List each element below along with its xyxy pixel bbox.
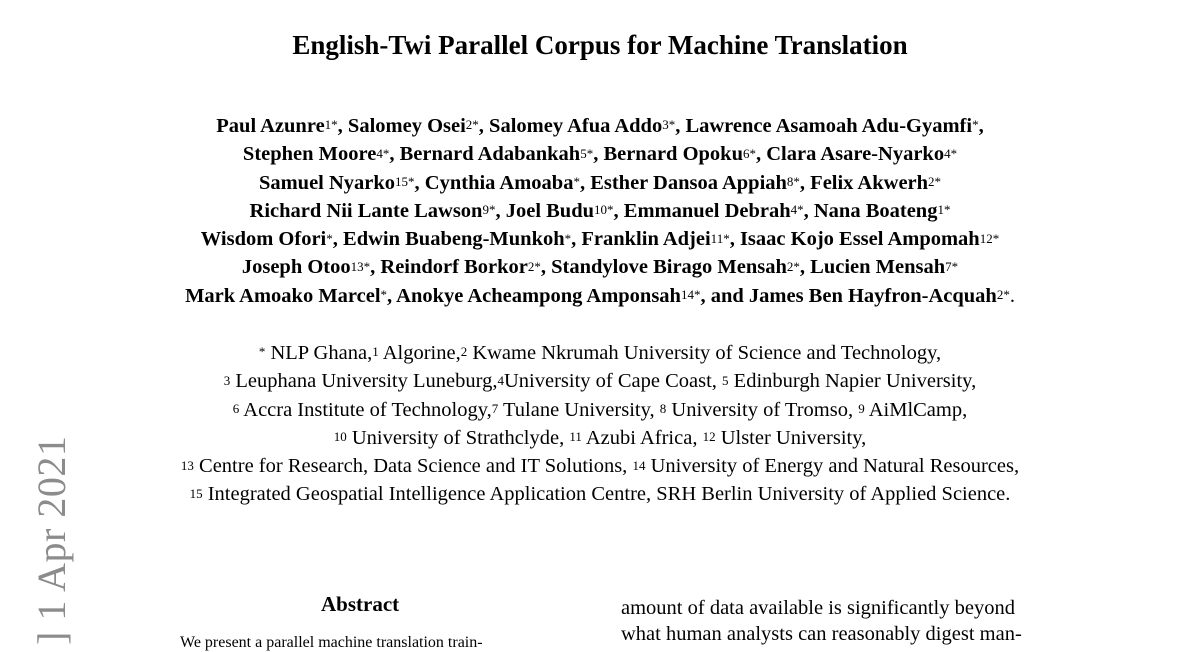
abstract-heading: Abstract	[321, 592, 400, 616]
affiliation-line: $^{13}$ Centre for Research, Data Science and IT Solutions, $^{14}$ University of Energy and Natural Resources,	[180, 455, 1020, 478]
affiliation-line: $^{15}$ Integrated Geospatial Intelligence Application Centre, SRH Berlin University of Applied Science.	[189, 483, 1011, 506]
arxiv-date-stamp: ] 1 Apr 2021	[29, 435, 74, 645]
right-column-line: amount of data available is significantly beyond	[621, 597, 1015, 619]
paper-title: English-Twi Parallel Corpus for Machine Translation	[292, 30, 908, 60]
author-line: Wisdom Ofori*, Edwin Buabeng-Munkoh*, Franklin Adjei$^{11*}$, Isaac Kojo Essel Ampomah$^{12*}$	[200, 228, 1000, 251]
author-line: Joseph Otoo$^{13*}$, Reindorf Borkor$^{2*}$, Standylove Birago Mensah$^{2*}$, Lucien Mensah$^{7*}$	[241, 256, 959, 279]
right-column-line: what human analysts can reasonably digest man-	[621, 623, 1022, 645]
author-line: Paul Azunre$^{1*}$, Salomey Osei$^{2*}$, Salomey Afua Addo$^{3*}$, Lawrence Asamoah Adu-Gyamfi*,	[216, 115, 984, 137]
abstract-first-line: We present a parallel machine translation train-	[180, 634, 483, 651]
affiliation-line: $^6$ Accra Institute of Technology,$^7$ Tulane University, $^8$ University of Tromso, $^9$ AiMlCamp,	[232, 398, 968, 421]
affiliation-line: $^3$ Leuphana University Luneburg,$^4$University of Cape Coast, $^5$ Edinburgh Napier University,	[223, 370, 977, 393]
affiliation-line: $^{10}$ University of Strathclyde, $^{11}$ Azubi Africa, $^{12}$ Ulster University,	[333, 426, 867, 449]
author-line: Samuel Nyarko$^{15*}$, Cynthia Amoaba*, Esther Dansoa Appiah$^{8*}$, Felix Akwerh$^{2*}$	[258, 171, 942, 194]
affiliation-line: * NLP Ghana,$^1$ Algorine,$^2$ Kwame Nkrumah University of Science and Technology,	[258, 342, 942, 364]
author-line: Stephen Moore$^{4*}$, Bernard Adabankah$^{5*}$, Bernard Opoku$^{6*}$, Clara Asare-Nyarko$^{4*}$	[242, 143, 958, 166]
affiliation-list	[60, 339, 1140, 509]
right-column-text	[621, 595, 1051, 647]
author-line: Mark Amoako Marcel*, Anokye Acheampong Amponsah$^{14*}$, and James Ben Hayfron-Acquah$^{2*}$.	[185, 284, 1015, 307]
author-line: Richard Nii Lante Lawson$^{9*}$, Joel Budu$^{10*}$, Emmanuel Debrah$^{4*}$, Nana Boateng$^{1*}$	[249, 199, 951, 222]
author-list	[60, 112, 1140, 310]
